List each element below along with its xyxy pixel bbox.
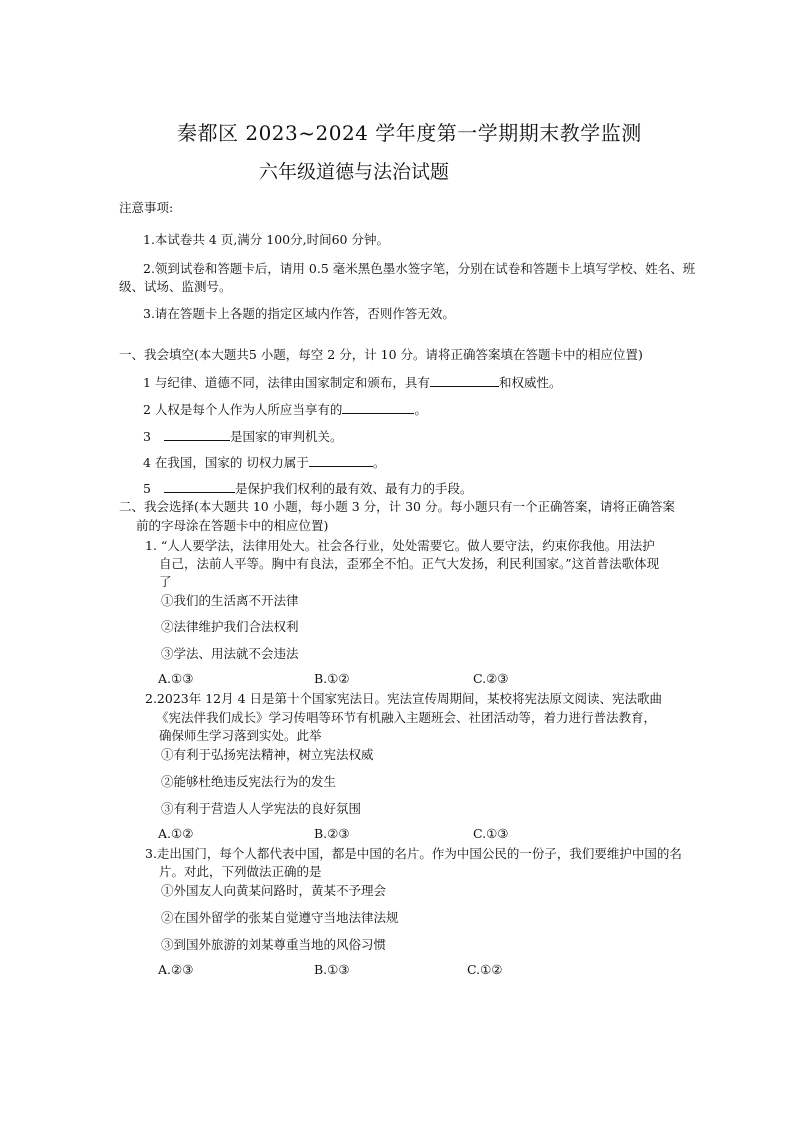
section2-heading-cont: 前的字母涂在答题卡中的相应位置) bbox=[136, 518, 329, 533]
fill-question-5 bbox=[143, 479, 472, 497]
exam-title: 秦都区 2023~2024 学年度第一学期期末教学监测 bbox=[177, 121, 642, 145]
choice-question-2-line: 2.2023年 12月 4 日是第十个国家宪法日。宪法宣传周期间，某校将宪法原文阅读、宪法歌曲 bbox=[145, 691, 663, 706]
answer-blank bbox=[309, 454, 373, 467]
choice-question-1-option-c: C.②③ bbox=[473, 671, 509, 686]
fill-question-5-number: 5 bbox=[143, 481, 151, 496]
answer-blank bbox=[430, 374, 499, 387]
choice-question-2-option-b: B.②③ bbox=[314, 826, 350, 841]
choice-question-3-statement: ①外国友人向黄某问路时，黄某不予理会 bbox=[161, 883, 387, 898]
notice-item-1: 1.本试卷共 4 页,满分 100分,时间60 分钟。 bbox=[143, 232, 389, 247]
fill-question-4-tail: 。 bbox=[372, 455, 386, 470]
choice-question-1-option-a: A.①③ bbox=[158, 671, 194, 686]
choice-question-1-line: 了 bbox=[159, 574, 172, 589]
choice-question-3-option-a: A.②③ bbox=[158, 962, 194, 977]
choice-question-3-option-c: C.①② bbox=[467, 962, 503, 977]
fill-question-3 bbox=[143, 427, 342, 445]
choice-question-3-statement: ③到国外旅游的刘某尊重当地的风俗习惯 bbox=[161, 937, 387, 952]
notice-item-3: 3.请在答题卡上各题的指定区域内作答，否则作答无效。 bbox=[143, 306, 455, 321]
choice-question-2-option-c: C.①③ bbox=[473, 826, 509, 841]
fill-question-3-number: 3 bbox=[143, 429, 151, 444]
section1-heading: 一、我会填空(本大题共5 小题，每空 2 分，计 10 分。请将正确答案填在答题卡中的相应位置) bbox=[119, 347, 643, 362]
fill-question-3-tail: 是国家的审判机关。 bbox=[229, 429, 343, 444]
choice-question-2-statement: ③有利于营造人人学宪法的良好氛围 bbox=[161, 801, 362, 816]
answer-blank bbox=[342, 401, 414, 414]
choice-question-3-line: 3.走出国门，每个人都代表中国，都是中国的名片。作为中国公民的一份子，我们要维护中国的名 bbox=[145, 846, 682, 861]
notice-item-2: 2.领到试卷和答题卡后，请用 0.5 毫米黑色墨水签字笔，分别在试卷和答题卡上填写学校、姓名、班 bbox=[143, 261, 696, 276]
choice-question-1-line: 自己，法前人平等。胸中有良法，歪邪全不怕。正气大发扬，利民利国家。”这首普法歌体现 bbox=[159, 556, 660, 571]
fill-question-5-tail: 是保护我们权利的最有效、最有力的手段。 bbox=[234, 481, 473, 496]
choice-question-2-option-a: A.①② bbox=[158, 826, 194, 841]
exam-subtitle: 六年级道德与法治试题 bbox=[259, 161, 450, 183]
choice-question-2-statement: ①有利于弘扬宪法精神，树立宪法权威 bbox=[161, 747, 374, 762]
choice-question-1-line: 1. “人人要学法，法律用处大。社会各行业，处处需要它。做人要守法，约束你我他。用法护 bbox=[145, 538, 655, 553]
choice-question-3-option-b: B.①③ bbox=[314, 962, 350, 977]
notice-heading: 注意事项: bbox=[119, 200, 174, 215]
answer-blank bbox=[164, 428, 230, 441]
fill-question-4 bbox=[143, 453, 385, 471]
choice-question-2-statement: ②能够杜绝违反宪法行为的发生 bbox=[161, 774, 337, 789]
choice-question-2-line: 《宪法伴我们成长》学习传唱等环节有机融入主题班会、社团活动等，着力进行普法教育， bbox=[156, 710, 657, 725]
choice-question-1-statement: ①我们的生活离不开法律 bbox=[161, 593, 299, 608]
choice-question-1-statement: ②法律维护我们合法权利 bbox=[161, 619, 299, 634]
fill-question-4-text: 4 在我国，国家的 切权力属于 bbox=[143, 455, 309, 470]
section2-heading: 二、我会选择(本大题共 10 小题，每小题 3 分，计 30 分。每小题只有一个正确答案，请将正确答案 bbox=[119, 499, 675, 514]
fill-question-1 bbox=[143, 373, 561, 391]
fill-question-2-text: 2 人权是每个人作为人所应当享有的 bbox=[143, 402, 343, 417]
answer-blank bbox=[164, 480, 235, 493]
choice-question-1-option-b: B.①② bbox=[314, 671, 350, 686]
fill-question-1-text: 1 与纪律、道德不同，法律由国家制定和颁布，具有 bbox=[143, 375, 430, 390]
choice-question-3-line: 片。对此，下列做法正确的是 bbox=[159, 864, 322, 879]
notice-item-2-cont: 级、试场、监测号。 bbox=[119, 279, 232, 294]
choice-question-3-statement: ②在国外留学的张某自觉遵守当地法律法规 bbox=[161, 910, 399, 925]
fill-question-2 bbox=[143, 400, 427, 418]
choice-question-1-statement: ③学法、用法就不会违法 bbox=[161, 646, 299, 661]
choice-question-2-line: 确保师生学习落到实处。此举 bbox=[159, 728, 322, 743]
fill-question-2-tail: 。 bbox=[414, 402, 427, 417]
fill-question-1-tail: 和权威性。 bbox=[498, 375, 562, 390]
